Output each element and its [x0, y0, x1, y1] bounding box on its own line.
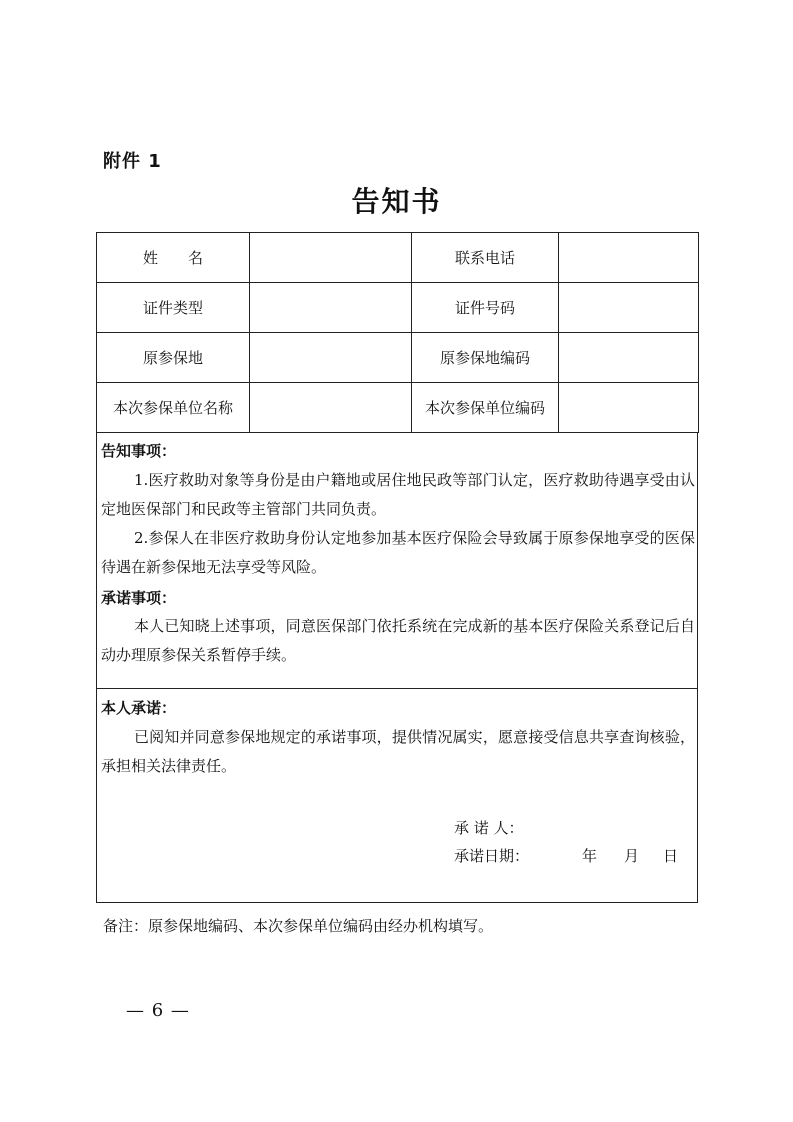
info-form-table [96, 232, 699, 433]
form-row-id [97, 283, 699, 333]
notice-section [96, 432, 698, 689]
form-row-original-place [97, 333, 699, 383]
commitment-text: 本人已知晓上述事项，同意医保部门依托系统在完成新的基本医疗保险关系登记后自动办理原参保关系暂停手续。 [101, 617, 695, 664]
id-type-label: 证件类型 [97, 283, 250, 333]
unit-code-label: 本次参保单位编码 [412, 383, 559, 433]
form-row-unit [97, 383, 699, 433]
id-number-field[interactable] [559, 283, 699, 333]
pledge-text: 已阅知并同意参保地规定的承诺事项，提供情况属实，愿意接受信息共享查询核验，承担相关法律责任。 [101, 728, 695, 775]
date-month-label: 月 [624, 847, 640, 865]
id-type-field[interactable] [250, 283, 412, 333]
unit-name-field[interactable] [250, 383, 412, 433]
unit-code-field[interactable] [559, 383, 699, 433]
pledge-heading: 本人承诺： [101, 699, 177, 717]
original-place-code-field[interactable] [559, 333, 699, 383]
footnote: 备注：原参保地编码、本次参保单位编码由经办机构填写。 [103, 917, 494, 935]
original-place-code-label: 原参保地编码 [412, 333, 559, 383]
pledge-section [96, 688, 698, 903]
notice-heading: 告知事项： [101, 442, 177, 460]
original-place-label: 原参保地 [97, 333, 250, 383]
phone-field[interactable] [559, 233, 699, 283]
unit-name-label: 本次参保单位名称 [97, 383, 250, 433]
commitment-heading: 承诺事项： [101, 589, 177, 607]
date-label: 承诺日期： [454, 847, 530, 865]
phone-label: 联系电话 [412, 233, 559, 283]
original-place-field[interactable] [250, 333, 412, 383]
name-field[interactable] [250, 233, 412, 283]
notice-item-2: 2.参保人在非医疗救助身份认定地参加基本医疗保险会导致属于原参保地享受的医保待遇在新参保地无法享受等风险。 [101, 529, 695, 576]
name-label: 姓名 [97, 233, 250, 283]
page-number: — 6 — [126, 1000, 190, 1021]
document-title: 告知书 [351, 185, 442, 218]
id-number-label: 证件号码 [412, 283, 559, 333]
date-day-label: 日 [663, 847, 679, 865]
date-year-label: 年 [582, 847, 598, 865]
signer-label: 承 诺 人： [454, 819, 524, 837]
form-row-name [97, 233, 699, 283]
notice-item-1: 1.医疗救助对象等身份是由户籍地或居住地民政等部门认定，医疗救助待遇享受由认定地医保部门和民政等主管部门共同负责。 [101, 471, 695, 518]
attachment-label: 附件 1 [103, 151, 162, 172]
